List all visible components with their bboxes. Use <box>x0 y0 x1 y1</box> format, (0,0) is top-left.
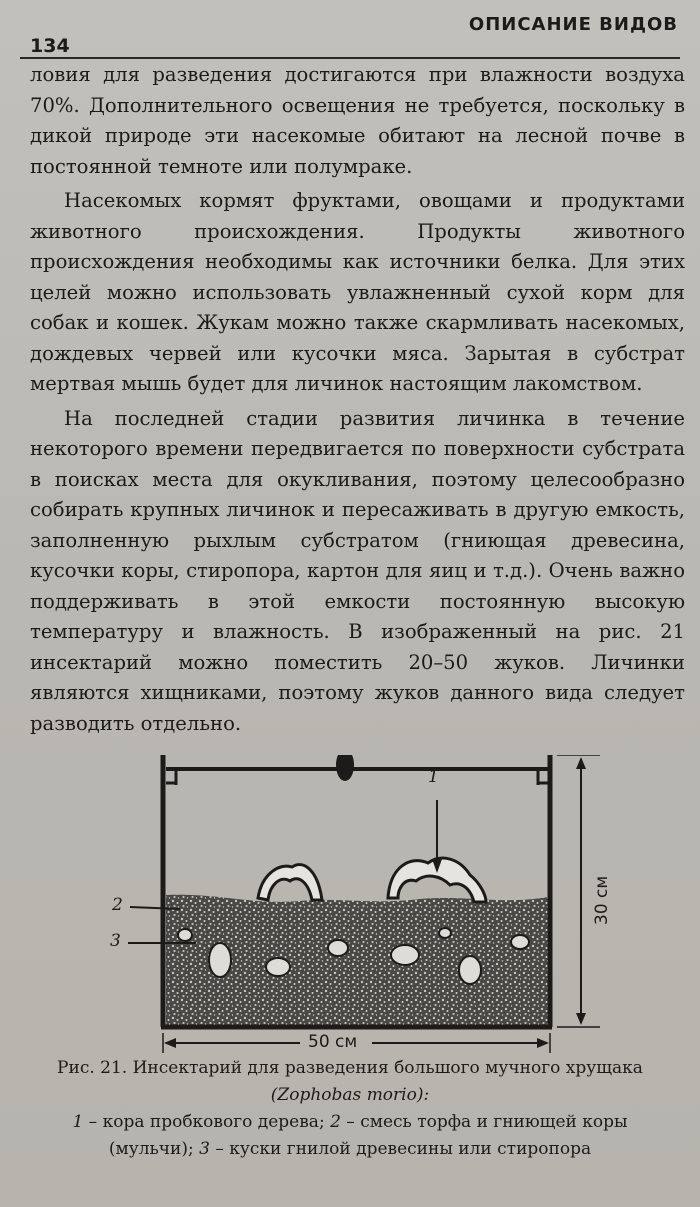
header-rule <box>20 57 680 59</box>
paragraph-2: Насекомых кормят фруктами, овощами и продуктами животного происхождения. Продукты животного происхождения необходимы как источники белка. Для этих целей можно использовать увлажненный сухой корм для собак и кошек. Жукам можно также скармливать насекомых, дождевых червей или кусочки мяса. Зарытая в субстрат мертвая мышь будет для личинок настоящим лакомством. <box>30 189 685 395</box>
legend-text-2-cont: (мульчи); <box>108 1139 200 1159</box>
figure-label-3: 3 <box>110 931 121 951</box>
legend-number-3: 3 <box>199 1139 210 1159</box>
height-dimension-label: 30 см <box>592 875 612 925</box>
legend-text-1: – кора пробкового дерева; <box>83 1112 331 1132</box>
figure-label-1: 1 <box>428 767 439 787</box>
figure-label-2: 2 <box>112 895 123 915</box>
caption-species: (Zophobas morio): <box>270 1085 430 1105</box>
paragraph-1: ловия для разведения достигаются при влажности воздуха 70%. Дополнительного освещения не требуется, поскольку в дикой природе эти насекомые обитают на лесной почве в постоянной темноте или полумраке. <box>30 63 685 178</box>
figure-insectarium <box>0 755 700 1055</box>
caption-legend-line-1 <box>40 1109 660 1136</box>
legend-number-2: 2 <box>330 1112 341 1132</box>
page-number: 134 <box>30 35 70 57</box>
legend-text-2: – смесь торфа и гниющей коры <box>340 1112 628 1132</box>
width-dimension-label: 50 см <box>308 1032 358 1052</box>
figure-caption <box>40 1055 660 1163</box>
caption-legend-line-2 <box>40 1136 660 1163</box>
running-head <box>0 0 700 60</box>
cork-bark-left <box>258 865 322 900</box>
paragraph-3: На последней стадии развития личинка в течение некоторого времени передвигается по поверхности субстрата в поисках места для окукливания, поэтому целесообразно собирать крупных личинок и пересаживать в другую емкость, заполненную рыхлым субстратом (гниющая древесина, кусочки коры, стиропора, картон для яиц и т.д.). Очень важно поддерживать в этой емкости постоянную высокую температуру и влажность. В изображенный на рис. 21 инсектарий можно поместить 20–50 жуков. Личинки являются хищниками, поэтому жуков данного вида следует разводить отдельно. <box>30 406 685 735</box>
legend-text-3: – куски гнилой древесины или стиропора <box>209 1139 592 1159</box>
body-text <box>30 60 685 739</box>
section-title: ОПИСАНИЕ ВИДОВ <box>468 14 678 35</box>
legend-number-1: 1 <box>72 1112 84 1132</box>
caption-title: Рис. 21. Инсектарий для разведения большого мучного хрущака <box>57 1058 643 1078</box>
